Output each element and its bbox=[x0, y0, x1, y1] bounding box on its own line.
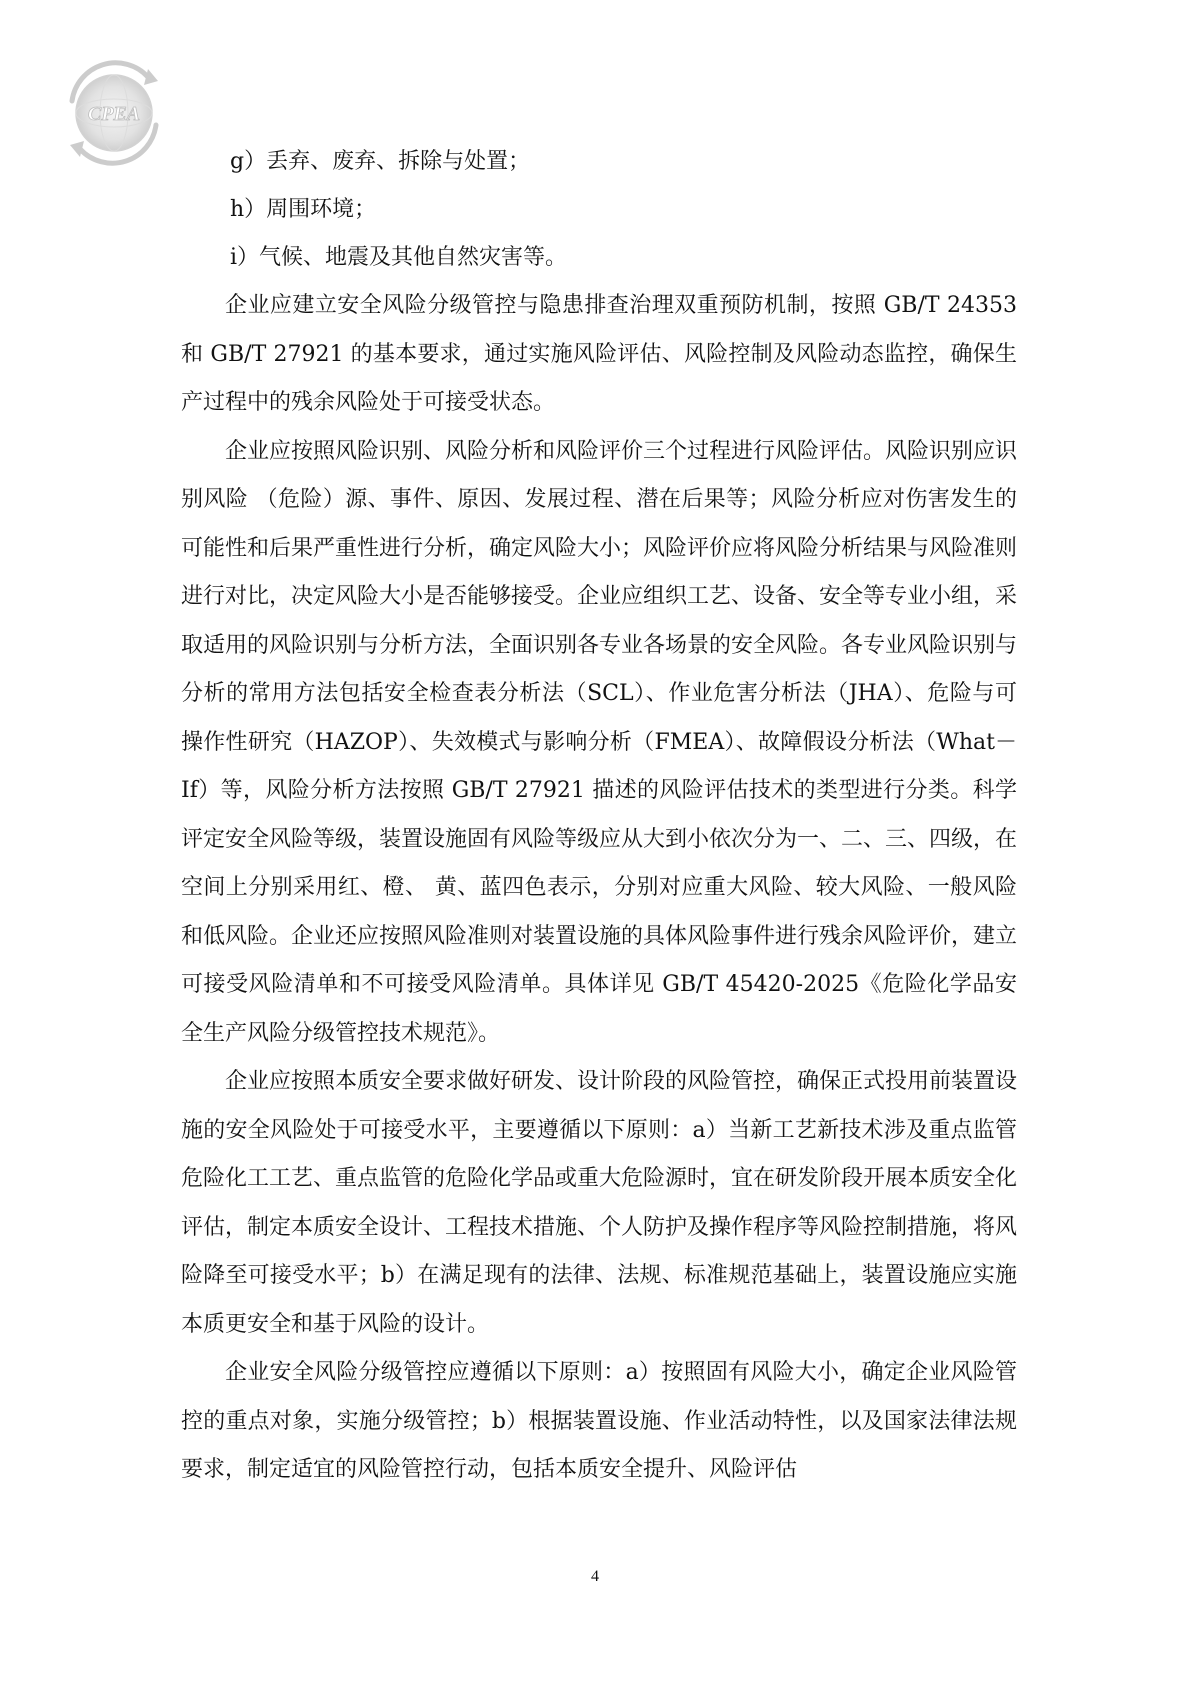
document-body bbox=[181, 138, 1017, 1495]
cpea-emblem-icon bbox=[56, 55, 172, 171]
page-number: 4 bbox=[591, 1568, 599, 1585]
list-item-g: g）丢弃、废弃、拆除与处置； bbox=[230, 149, 531, 174]
paragraph-dual-prevention: 企业应建立安全风险分级管控与隐患排查治理双重预防机制，按照 GB/T 24353 和 GB/T 27921 的基本要求，通过实施风险评估、风险控制及风险动态监控，确保生产过程中的残余风险处于可接受状态。 bbox=[181, 293, 1017, 415]
list-item-i: i）气候、地震及其他自然灾害等。 bbox=[230, 245, 568, 270]
svg-text:CPEA: CPEA bbox=[87, 103, 141, 125]
cpea-logo bbox=[56, 55, 172, 171]
paragraph-risk-assessment: 企业应按照风险识别、风险分析和风险评价三个过程进行风险评估。风险识别应识别风险 （危险）源、事件、原因、发展过程、潜在后果等；风险分析应对伤害发生的可能性和后果严重性进行分析，确定风险大小；风险评价应将风险分析结果与风险准则进行对比，决定风险大小是否能够接受。企业应组织工艺、设备、安全等专业小组，采取适用的风险识别与分析方法，全面识别各专业各场景的安全风险。各专业风险识别与分析的常用方法包括安全检查表分析法（SCL）、作业危害分析法（JHA）、危险与可操作性研究（HAZOP）、失效模式与影响分析（FMEA）、故障假设分析法（What－If）等，风险分析方法按照 GB/T 27921 描述的风险评估技术的类型进行分类。科学评定安全风险等级，装置设施固有风险等级应从大到小依次分为一、二、三、四级，在空间上分别采用红、橙、 黄、蓝四色表示，分别对应重大风险、较大风险、一般风险和低风险。企业还应按照风险准则对装置设施的具体风险事件进行残余风险评价，建立可接受风险清单和不可接受风险清单。具体详见 GB/T 45420-2025《危险化学品安全生产风险分级管控技术规范》。 bbox=[181, 438, 1018, 1046]
paragraph-design-stage: 企业应按照本质安全要求做好研发、设计阶段的风险管控，确保正式投用前装置设施的安全风险处于可接受水平，主要遵循以下原则：a）当新工艺新技术涉及重点监管危险化工工艺、重点监管的危险化学品或重大危险源时，宜在研发阶段开展本质安全化评估，制定本质安全设计、工程技术措施、个人防护及操作程序等风险控制措施，将风险降至可接受水平；b）在满足现有的法律、法规、标准规范基础上，装置设施应实施本质更安全和基于风险的设计。 bbox=[181, 1069, 1018, 1337]
list-item-h: h）周围环境； bbox=[230, 197, 377, 222]
paragraph-grading-principles: 企业安全风险分级管控应遵循以下原则：a）按照固有风险大小，确定企业风险管控的重点对象，实施分级管控；b）根据装置设施、作业活动特性，以及国家法律法规要求，制定适宜的风险管控行动，包括本质安全提升、风险评估 bbox=[181, 1360, 1017, 1482]
